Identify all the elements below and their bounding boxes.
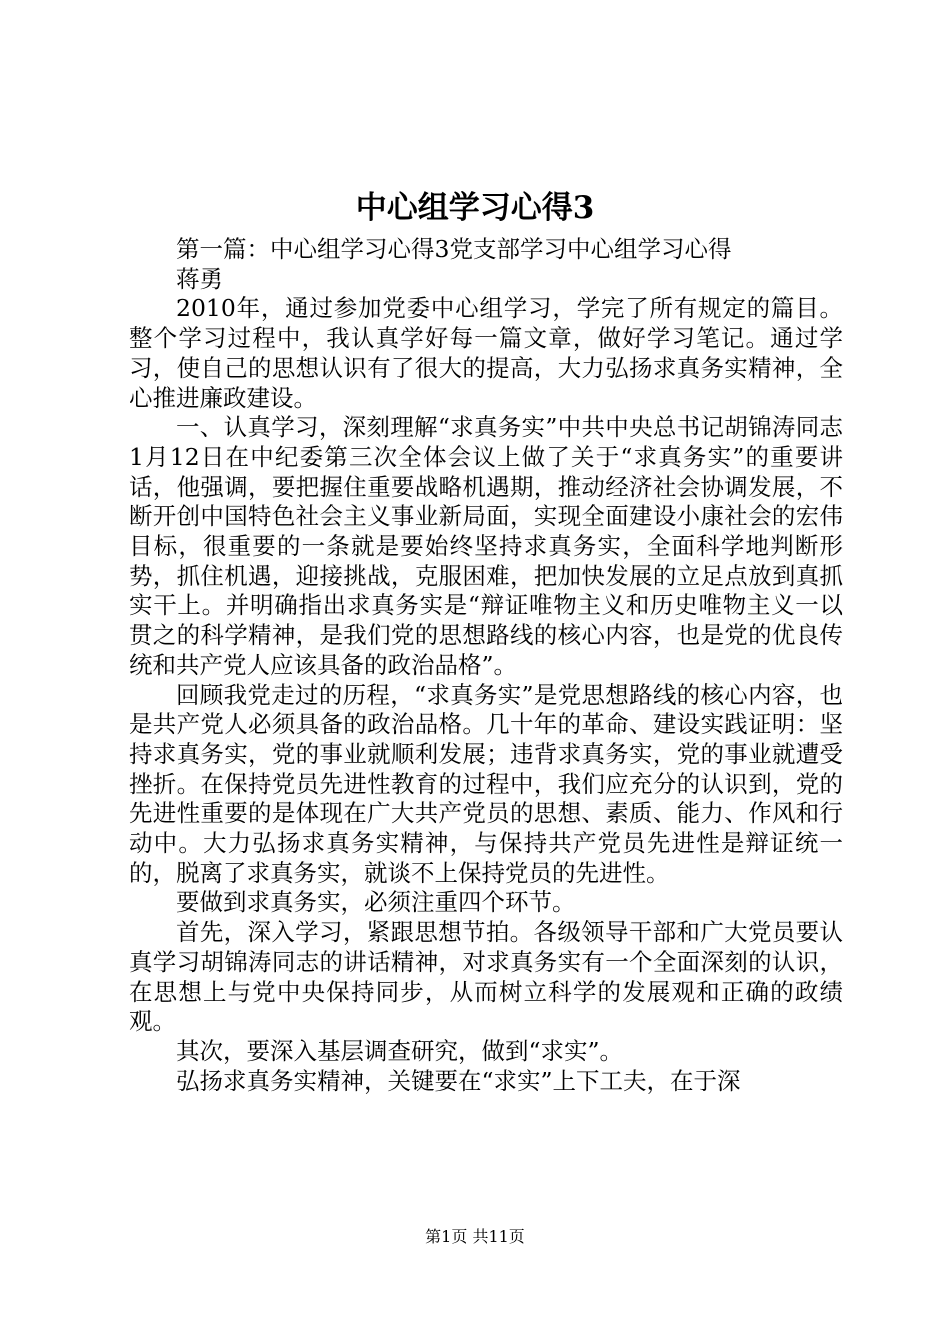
paragraph: 2010年，通过参加党委中心组学习，学完了所有规定的篇目。整个学习过程中，我认真学好每一篇文章，做好学习笔记。通过学习，使自己的思想认识有了很大的提高，大力弘扬求真务实精神，全心推进廉政建设。 [129,294,843,412]
document-body [129,235,843,1096]
paragraph: 要做到求真务实，必须注重四个环节。 [176,888,576,917]
paragraph-author: 蒋勇 [176,264,223,293]
paragraph: 其次，要深入基层调查研究，做到“求实”。 [176,1036,624,1065]
paragraph: 弘扬求真务实精神，关键要在“求实”上下工夫，在于深 [176,1066,741,1095]
page-footer: 第1页 共11页 [425,1227,525,1246]
paragraph: 一、认真学习，深刻理解“求真务实”中共中央总书记胡锦涛同志1月12日在中纪委第三次全体会议上做了关于“求真务实”的重要讲话，他强调，要把握住重要战略机遇期，推动经济社会协调发展，不断开创中国特色社会主义事业新局面，实现全面建设小康社会的宏伟目标，很重要的一条就是要始终坚持求真务实，全面科学地判断形势，抓住机遇，迎接挑战，克服困难，把加快发展的立足点放到真抓实干上。并明确指出求真务实是“辩证唯物主义和历史唯物主义一以贯之的科学精神，是我们党的思想路线的核心内容，也是党的优良传统和共产党人应该具备的政治品格”。 [129,413,843,679]
paragraph-heading: 第一篇：中心组学习心得3党支部学习中心组学习心得 [176,235,732,263]
paragraph: 首先，深入学习，紧跟思想节拍。各级领导干部和广大党员要认真学习胡锦涛同志的讲话精神，对求真务实有一个全面深刻的认识，在思想上与党中央保持同步，从而树立科学的发展观和正确的政绩观。 [129,918,843,1036]
document-title: 中心组学习心得3 [355,190,595,226]
paragraph: 回顾我党走过的历程，“求真务实”是党思想路线的核心内容，也是共产党人必须具备的政治品格。几十年的革命、建设实践证明：坚持求真务实，党的事业就顺利发展；违背求真务实，党的事业就遭受挫折。在保持党员先进性教育的过程中，我们应充分的认识到，党的先进性重要的是体现在广大共产党员的思想、素质、能力、作风和行动中。大力弘扬求真务实精神，与保持共产党员先进性是辩证统一的，脱离了求真务实，就谈不上保持党员的先进性。 [129,680,843,887]
